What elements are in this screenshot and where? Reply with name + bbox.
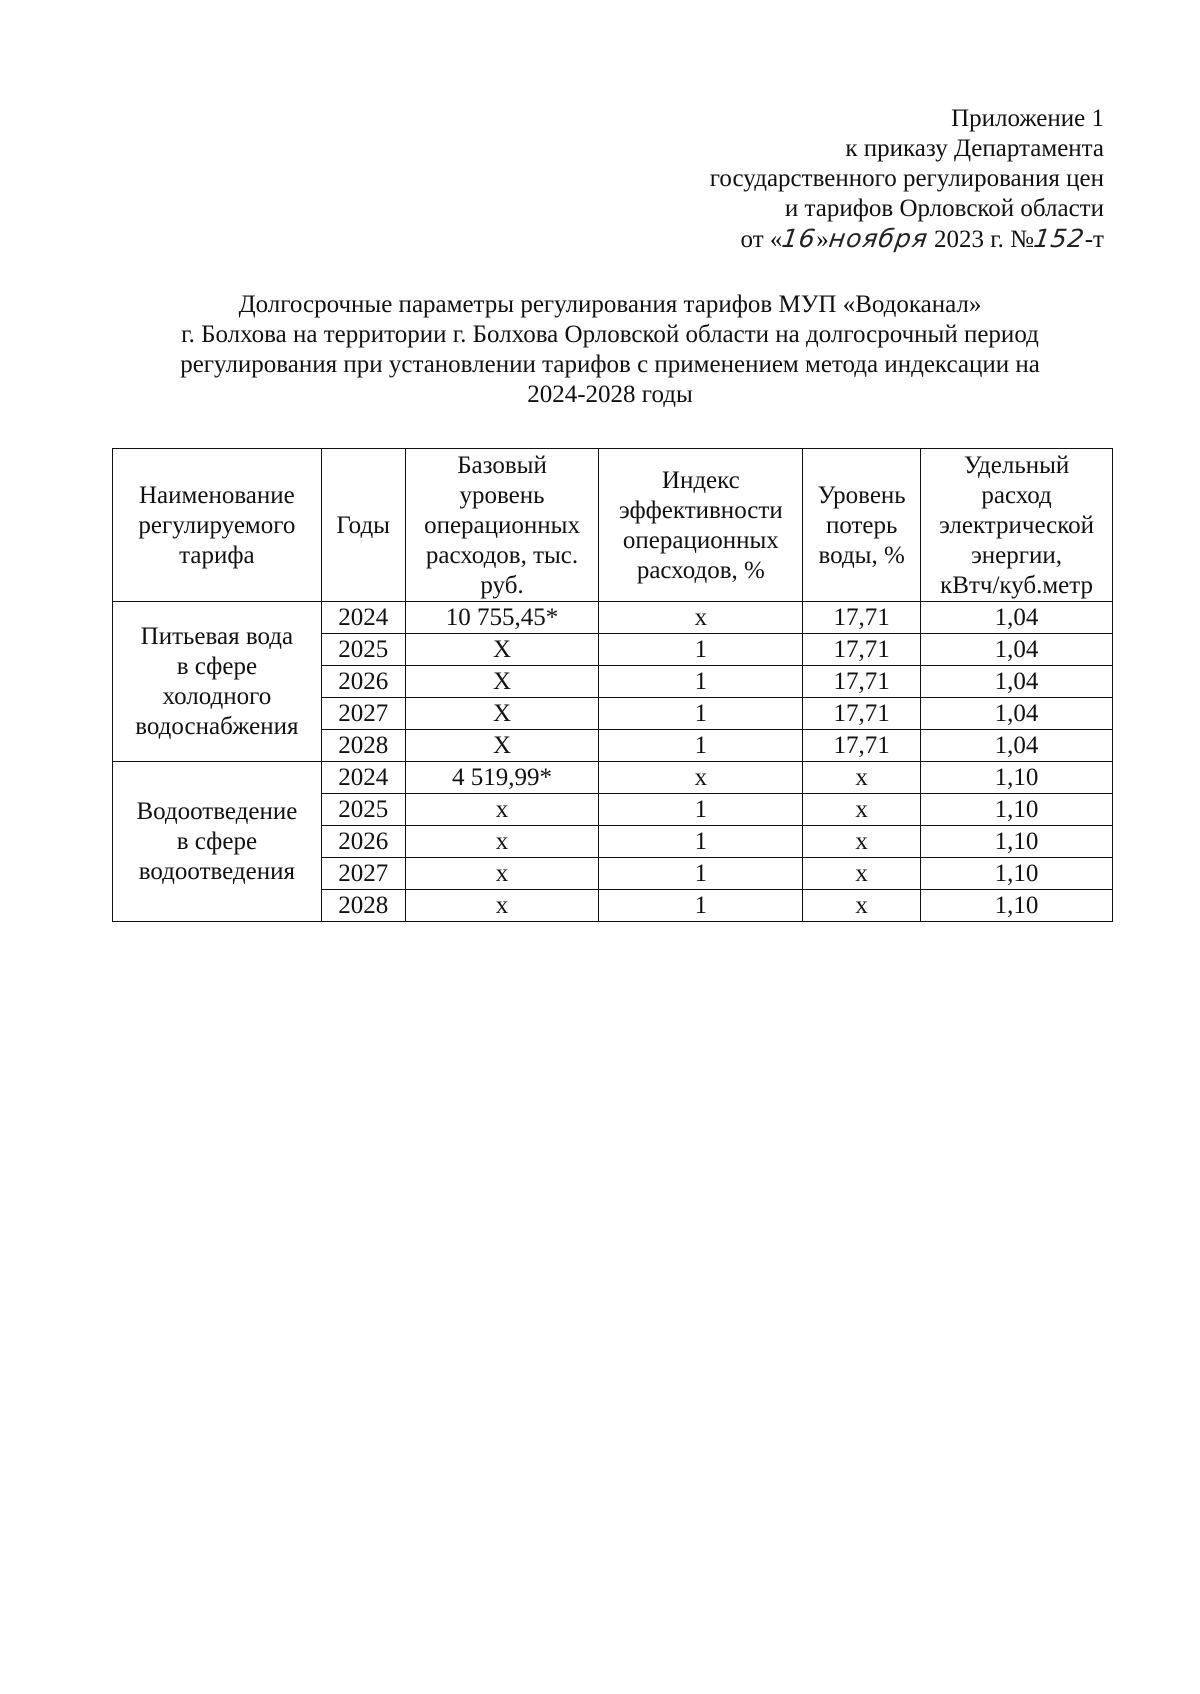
- header-base-opex-line: руб.: [480, 572, 524, 599]
- header-specific-energy-line: электрической: [939, 512, 1095, 539]
- order-reference: к приказу Департамента: [845, 135, 1104, 162]
- header-base-opex-line: операционных: [424, 512, 580, 539]
- efficiency-index-cell: 1: [599, 666, 803, 698]
- water-losses-cell: 17,71: [803, 730, 921, 762]
- date-mid: »: [816, 226, 829, 253]
- water-losses-cell: 17,71: [803, 602, 921, 634]
- header-water-losses: [803, 449, 921, 602]
- header-specific-energy-line: кВтч/куб.метр: [940, 572, 1093, 599]
- specific-energy-cell: 1,10: [921, 794, 1113, 826]
- efficiency-index-cell: 1: [599, 698, 803, 730]
- year-cell: 2024: [321, 762, 405, 794]
- year-cell: 2025: [321, 634, 405, 666]
- header-tariff-name-line: тарифа: [179, 542, 255, 569]
- efficiency-index-cell: 1: [599, 730, 803, 762]
- handwritten-day: 16: [780, 224, 819, 253]
- efficiency-index-cell: х: [599, 762, 803, 794]
- tariff-name-line: Водоотведение: [136, 798, 298, 825]
- base-opex-cell: 4 519,99*: [405, 762, 599, 794]
- base-opex-cell: Х: [405, 666, 599, 698]
- specific-energy-cell: 1,10: [921, 890, 1113, 922]
- water-losses-cell: 17,71: [803, 634, 921, 666]
- efficiency-index-cell: 1: [599, 826, 803, 858]
- tariff-name-line: в сфере: [176, 828, 258, 855]
- header-tariff-name-line: регулируемого: [138, 512, 296, 539]
- appendix-label: Приложение 1: [951, 105, 1104, 132]
- year-cell: 2026: [321, 826, 405, 858]
- specific-energy-cell: 1,04: [921, 730, 1113, 762]
- specific-energy-cell: 1,04: [921, 698, 1113, 730]
- tariff-name-line: водоснабжения: [135, 713, 299, 740]
- base-opex-cell: х: [405, 826, 599, 858]
- appendix-header: [710, 104, 1104, 255]
- header-specific-energy-line: Удельный: [963, 452, 1070, 479]
- specific-energy-cell: 1,04: [921, 634, 1113, 666]
- efficiency-index-cell: 1: [599, 890, 803, 922]
- table-body: [113, 602, 1113, 922]
- year-cell: 2028: [321, 730, 405, 762]
- efficiency-index-cell: 1: [599, 794, 803, 826]
- header-tariff-name-line: Наименование: [139, 482, 295, 509]
- year-cell: 2027: [321, 858, 405, 890]
- water-losses-cell: х: [803, 794, 921, 826]
- tariff-parameters-table: [112, 448, 1113, 922]
- document-title: [110, 290, 1110, 410]
- title-line-3: регулирования при установлении тарифов с применением метода индексации на: [180, 351, 1040, 378]
- table-row: [113, 602, 1113, 634]
- specific-energy-cell: 1,04: [921, 602, 1113, 634]
- department-name-line1: государственного регулирования цен: [709, 165, 1104, 192]
- tariff-name-cell: [113, 602, 322, 762]
- header-base-opex-line: Базовый: [457, 452, 547, 479]
- department-name-line2: и тарифов Орловской области: [784, 195, 1104, 222]
- header-base-opex-line: расходов, тыс.: [425, 542, 579, 569]
- year-cell: 2026: [321, 666, 405, 698]
- title-line-4: 2024-2028 годы: [527, 381, 693, 408]
- header-base-opex-line: уровень: [459, 482, 545, 509]
- specific-energy-cell: 1,10: [921, 762, 1113, 794]
- water-losses-cell: 17,71: [803, 666, 921, 698]
- base-opex-cell: Х: [405, 634, 599, 666]
- header-tariff-name: [113, 449, 322, 602]
- year-cell: 2024: [321, 602, 405, 634]
- date-year: 2023 г. №: [927, 226, 1035, 253]
- title-line-1: Долгосрочные параметры регулирования тарифов МУП «Водоканал»: [238, 291, 982, 318]
- specific-energy-cell: 1,10: [921, 826, 1113, 858]
- handwritten-order-number: 152: [1032, 224, 1087, 253]
- water-losses-cell: х: [803, 826, 921, 858]
- tariff-name-line: в сфере: [176, 653, 258, 680]
- base-opex-cell: 10 755,45*: [405, 602, 599, 634]
- header-specific-energy-line: энергии,: [971, 542, 1063, 569]
- order-date-line: [710, 224, 1104, 255]
- header-years-line: Годы: [336, 512, 390, 539]
- tariff-name-line: холодного: [162, 683, 272, 710]
- table-row: [113, 762, 1113, 794]
- order-suffix: -т: [1084, 226, 1104, 253]
- water-losses-cell: х: [803, 890, 921, 922]
- year-cell: 2025: [321, 794, 405, 826]
- base-opex-cell: х: [405, 890, 599, 922]
- header-water-losses-line: потерь: [825, 512, 898, 539]
- specific-energy-cell: 1,10: [921, 858, 1113, 890]
- header-base-opex: [405, 449, 599, 602]
- base-opex-cell: х: [405, 858, 599, 890]
- header-efficiency-index: [599, 449, 803, 602]
- specific-energy-cell: 1,04: [921, 666, 1113, 698]
- header-efficiency-index-line: эффективности: [618, 497, 783, 524]
- efficiency-index-cell: х: [599, 602, 803, 634]
- year-cell: 2028: [321, 890, 405, 922]
- title-line-2: г. Болхова на территории г. Болхова Орловской области на долгосрочный период: [181, 321, 1039, 348]
- base-opex-cell: х: [405, 794, 599, 826]
- date-prefix: от «: [740, 226, 783, 253]
- header-specific-energy: [921, 449, 1113, 602]
- table-header-row: [113, 449, 1113, 602]
- year-cell: 2027: [321, 698, 405, 730]
- base-opex-cell: Х: [405, 698, 599, 730]
- water-losses-cell: х: [803, 858, 921, 890]
- water-losses-cell: х: [803, 762, 921, 794]
- header-specific-energy-line: расход: [981, 482, 1052, 509]
- base-opex-cell: Х: [405, 730, 599, 762]
- header-efficiency-index-line: Индекс: [661, 467, 740, 494]
- header-water-losses-line: воды, %: [818, 542, 905, 569]
- header-years: [321, 449, 405, 602]
- header-efficiency-index-line: операционных: [622, 527, 779, 554]
- tariff-name-cell: [113, 762, 322, 922]
- handwritten-month: ноября: [826, 224, 930, 253]
- tariff-name-line: Питьевая вода: [140, 623, 294, 650]
- efficiency-index-cell: 1: [599, 858, 803, 890]
- water-losses-cell: 17,71: [803, 698, 921, 730]
- efficiency-index-cell: 1: [599, 634, 803, 666]
- header-water-losses-line: Уровень: [817, 482, 906, 509]
- header-efficiency-index-line: расходов, %: [636, 557, 765, 584]
- tariff-name-line: водоотведения: [138, 858, 295, 885]
